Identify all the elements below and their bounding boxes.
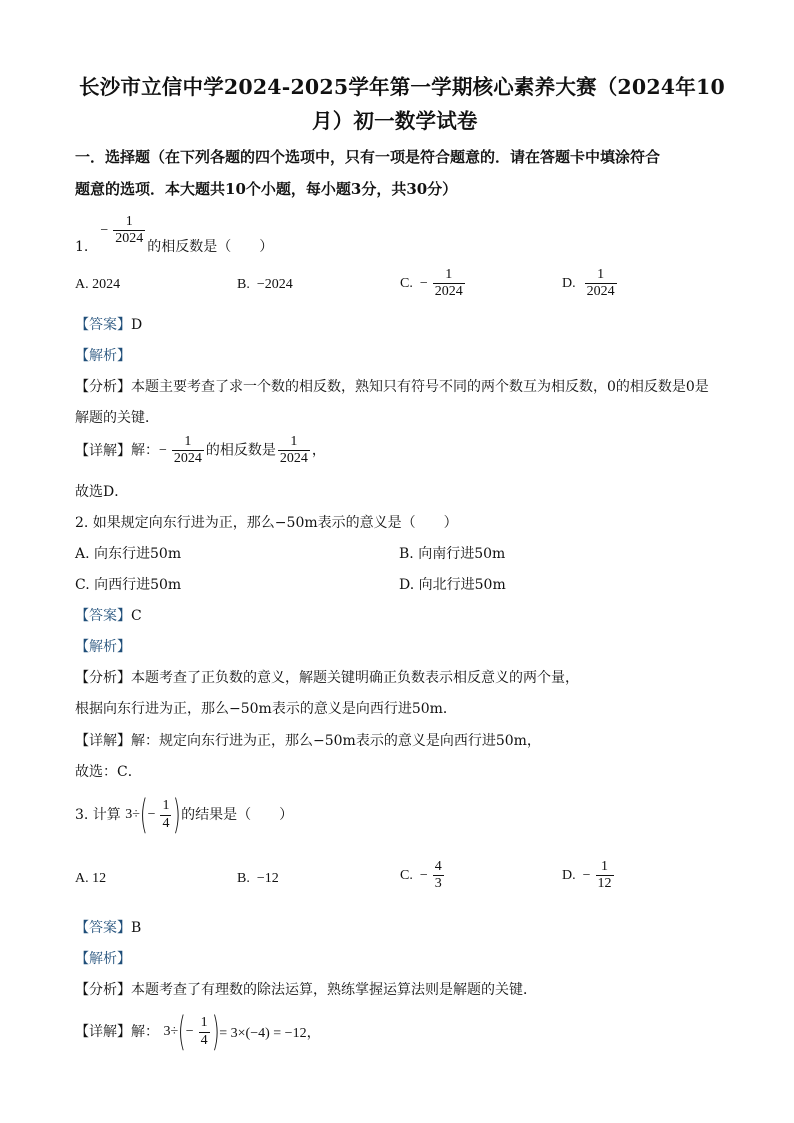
q2-answer — [75, 605, 142, 625]
q1-xiangjie-end: ， — [311, 442, 326, 459]
q3-answer-tag: 【答案】 — [75, 920, 131, 936]
q3-stem-pre: 3. 计算 — [75, 807, 121, 823]
q3-stem — [75, 792, 294, 838]
q1-answer-tag: 【答案】 — [75, 317, 131, 333]
q1-option-c — [400, 267, 467, 300]
q2-fenxi-line-1 — [75, 667, 579, 687]
q3-option-c — [400, 859, 446, 892]
q3-option-d-fraction — [596, 859, 614, 892]
q3-xiangjie-pre: 解： — [131, 1024, 159, 1040]
q3-xiangjie-tag: 【详解】 — [75, 1024, 131, 1040]
q1-stem-tail: 的相反数是（ ） — [147, 238, 274, 255]
q1-xiangjie-num-2: 1 — [290, 434, 298, 449]
q3-option-b — [237, 871, 279, 887]
title-line-2: 月）初一数学试卷 — [312, 109, 478, 133]
q1-xiangjie-mid: 的相反数是 — [205, 442, 276, 459]
q1-xiangjie — [75, 434, 326, 467]
q1-number: 1. — [75, 238, 89, 255]
q1-xiangjie-neg: − — [159, 442, 167, 458]
q2-option-c: C. 向西行进50m — [75, 577, 182, 593]
q3-expr-left: 3÷ — [125, 807, 140, 822]
q1-option-c-num: 1 — [445, 267, 453, 282]
q3-den: 4 — [162, 815, 170, 831]
q3-option-b-text: −12 — [256, 871, 279, 886]
q2-fenxi-tag: 【分析】 — [75, 670, 131, 686]
q3-option-d — [562, 859, 616, 892]
q3-calc-fraction — [199, 1015, 210, 1048]
q3-calc-right: = 3×(−4) = −12， — [219, 1026, 321, 1041]
q1-answer-value: D — [131, 317, 143, 333]
q1-option-d-den: 2024 — [586, 284, 615, 300]
q3-neg: − — [147, 807, 156, 822]
q3-option-c-num: 4 — [434, 859, 442, 874]
q3-option-d-label: D. — [562, 867, 576, 883]
q1-xiangjie-num-1: 1 — [184, 434, 192, 449]
q3-option-a-text: 12 — [92, 871, 107, 886]
q2-xiangjie-text: 解：规定向东行进为正，那么−50m表示的意义是向西行进50m， — [131, 733, 541, 749]
q3-fenxi-tag: 【分析】 — [75, 982, 131, 998]
q3-num: 1 — [162, 798, 170, 814]
q1-option-b-text: −2024 — [256, 277, 293, 292]
q1-option-b — [237, 277, 293, 293]
q2-xiangjie-tag: 【详解】 — [75, 733, 131, 749]
q3-answer — [75, 917, 141, 937]
q3-option-d-den: 12 — [597, 876, 612, 892]
q1-frac-denominator: 2024 — [115, 231, 144, 247]
q2-jiexi-tag: 【解析】 — [75, 639, 131, 655]
q1-frac-numerator: 1 — [125, 214, 133, 229]
q1-xiangjie-den-2: 2024 — [279, 451, 308, 467]
q1-option-b-label: B. — [237, 277, 250, 292]
q1-xiangjie-fraction-2 — [278, 434, 310, 467]
q1-fenxi-tag: 【分析】 — [75, 379, 131, 395]
q3-left-paren: ( — [139, 792, 148, 838]
q3-jiexi-tag: 【解析】 — [75, 951, 131, 967]
q3-answer-value: B — [131, 920, 142, 936]
q2-conclusion: 故选：C． — [75, 764, 142, 780]
q3-option-b-label: B. — [237, 871, 250, 886]
q1-option-a-label: A. — [75, 277, 89, 292]
q3-calc-left: 3÷ — [163, 1024, 179, 1039]
q3-option-c-label: C. — [400, 867, 413, 883]
q2-stem: 2. 如果规定向东行进为正，那么−50m表示的意义是（ ） — [75, 515, 458, 531]
q3-fenxi-text: 本题考查了有理数的除法运算，熟练掌握运算法则是解题的关键． — [131, 982, 537, 998]
q2-fenxi-line-2: 根据向东行进为正，那么−50m表示的意义是向西行进50m． — [75, 701, 457, 717]
q3-calc-neg: − — [185, 1024, 194, 1039]
q1-neg-sign: − — [100, 222, 109, 238]
q3-fenxi — [75, 979, 537, 999]
q1-option-d-fraction — [585, 267, 617, 300]
q2-option-b: B. 向南行进50m — [399, 546, 506, 562]
q1-option-d-num: 1 — [597, 267, 605, 282]
q1-fenxi-text-1: 本题主要考查了求一个数的相反数，熟知只有符号不同的两个数互为相反数，0的相反数是0是 — [131, 379, 709, 395]
q1-fenxi-line-2: 解题的关键． — [75, 410, 159, 426]
q3-xiangjie — [75, 1009, 321, 1055]
q3-option-d-neg: − — [582, 867, 591, 883]
q1-option-d-label: D. — [562, 275, 576, 291]
section-heading-line-1: 一．选择题（在下列各题的四个选项中，只有一项是符合题意的．请在答题卡中填涂符合 — [75, 148, 661, 166]
q3-option-c-den: 3 — [434, 876, 442, 892]
q1-xiangjie-tag: 【详解】 — [75, 442, 131, 459]
q1-xiangjie-pre: 解： — [131, 442, 159, 459]
q3-option-c-fraction — [433, 859, 444, 892]
q1-option-c-fraction — [433, 267, 465, 300]
q3-option-d-num: 1 — [601, 859, 609, 874]
q1-option-d — [562, 267, 619, 300]
section-heading-line-2: 题意的选项．本大题共10个小题，每小题3分，共30分） — [75, 180, 458, 198]
q1-option-a-text: 2024 — [92, 277, 121, 292]
q1-fenxi-line-1 — [75, 376, 709, 396]
q3-option-a-label: A. — [75, 871, 89, 886]
q3-calc-den: 4 — [200, 1032, 208, 1048]
title-line-1: 长沙市立信中学2024-2025学年第一学期核心素养大赛（2024年10 — [79, 75, 725, 99]
q1-answer — [75, 314, 142, 334]
q1-stem — [75, 214, 274, 255]
q2-option-a: A. 向东行进50m — [75, 546, 182, 562]
q2-xiangjie — [75, 730, 541, 750]
q3-option-a — [75, 871, 106, 887]
q1-option-a — [75, 277, 120, 293]
q2-fenxi-text-1: 本题考查了正负数的意义，解题关键明确正负数表示相反意义的两个量， — [131, 670, 579, 686]
q1-conclusion: 故选D． — [75, 484, 129, 500]
q3-stem-tail: 的结果是（ ） — [181, 807, 294, 823]
q3-right-paren: ) — [173, 792, 182, 838]
q3-calc-left-paren: ( — [178, 1009, 186, 1055]
q3-option-c-neg: − — [419, 867, 428, 883]
q1-option-c-den: 2024 — [434, 284, 463, 300]
q3-fraction — [160, 798, 171, 831]
q2-answer-tag: 【答案】 — [75, 608, 131, 624]
q1-jiexi-tag: 【解析】 — [75, 348, 131, 364]
q3-calc-right-paren: ) — [211, 1009, 220, 1055]
q1-option-c-neg: − — [419, 275, 428, 291]
q2-option-d: D. 向北行进50m — [399, 577, 506, 593]
q3-calc-num: 1 — [200, 1015, 208, 1031]
q1-xiangjie-den-1: 2024 — [173, 451, 202, 467]
q2-answer-value: C — [131, 608, 142, 624]
q1-option-c-label: C. — [400, 275, 413, 291]
q1-xiangjie-fraction-1 — [172, 434, 204, 467]
q1-fraction — [113, 214, 145, 247]
